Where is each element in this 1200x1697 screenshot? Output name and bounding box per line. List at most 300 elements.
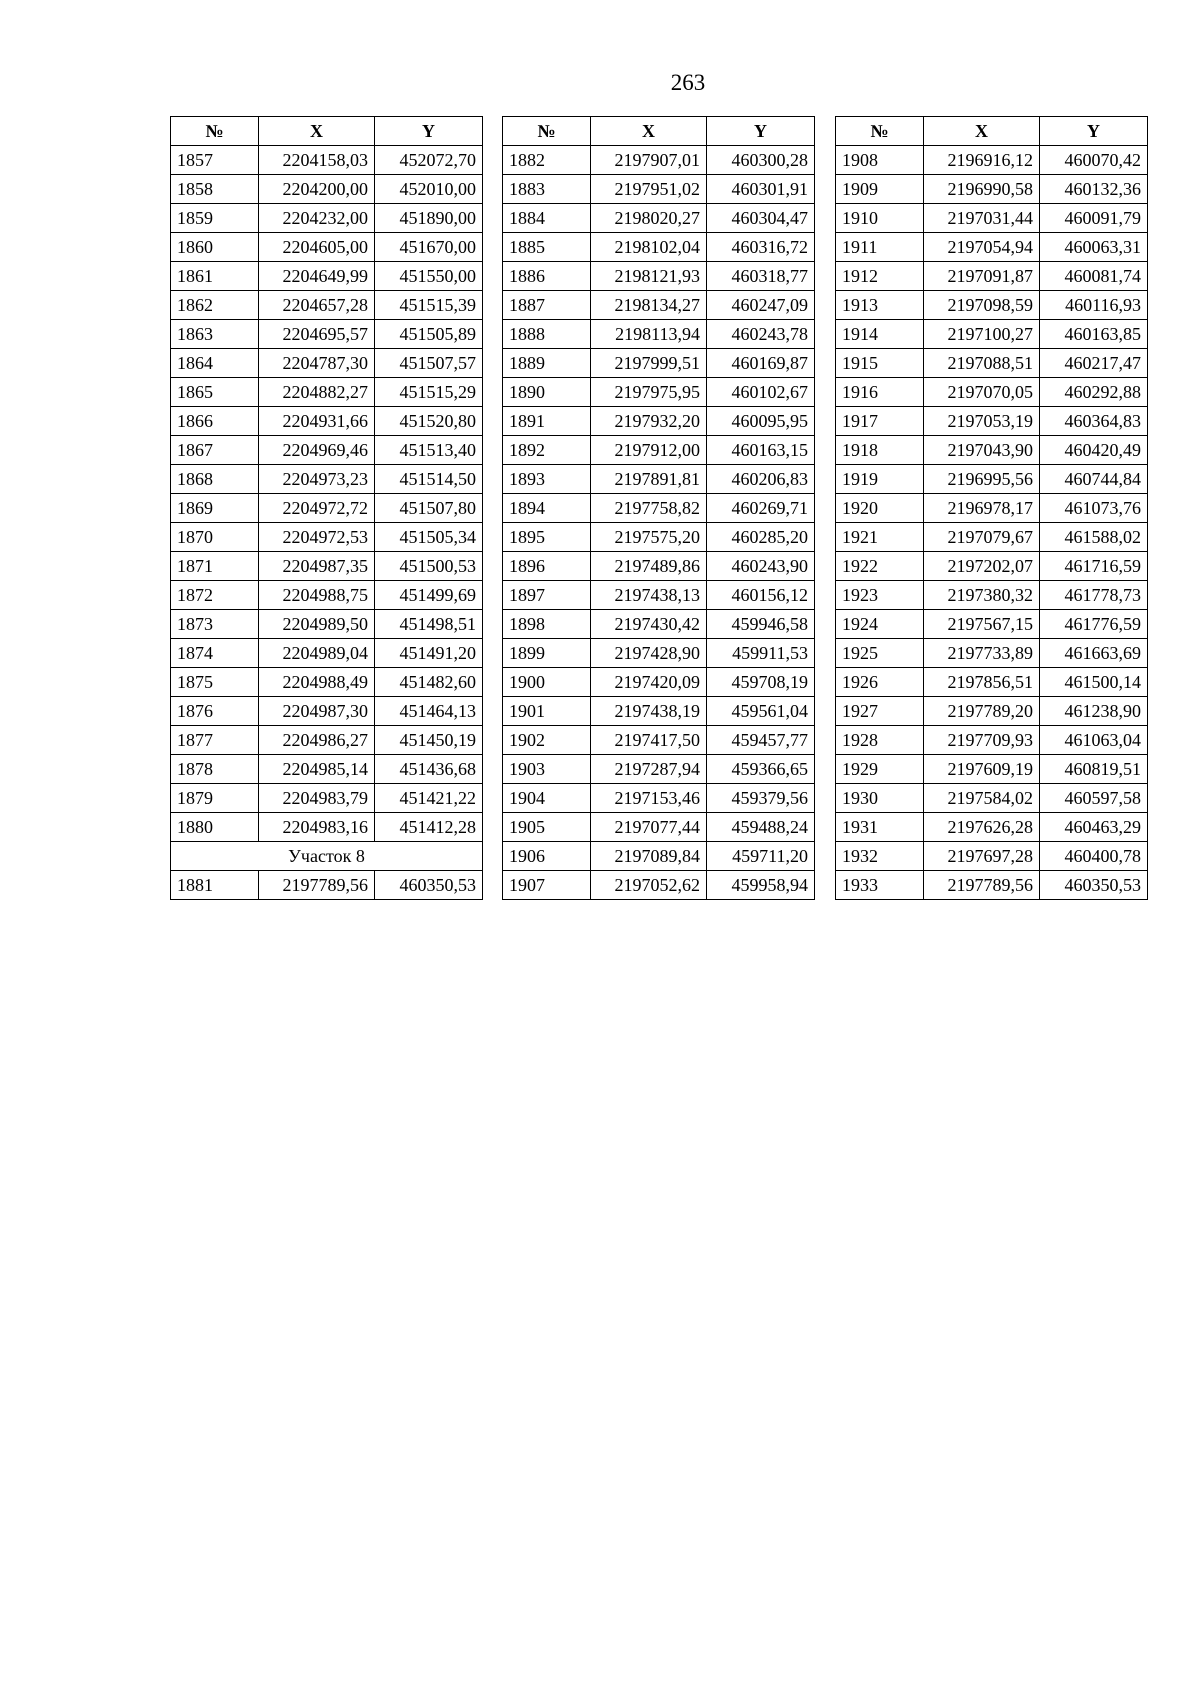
table-row (503, 204, 815, 233)
y-coordinate: 459911,53 (707, 639, 815, 668)
y-coordinate: 460292,88 (1040, 378, 1148, 407)
x-coordinate: 2204695,57 (259, 320, 375, 349)
x-coordinate: 2197626,28 (924, 813, 1040, 842)
point-number: 1925 (836, 639, 924, 668)
y-coordinate: 451670,00 (375, 233, 483, 262)
y-coordinate: 451513,40 (375, 436, 483, 465)
y-coordinate: 460102,67 (707, 378, 815, 407)
point-number: 1933 (836, 871, 924, 900)
x-coordinate: 2197733,89 (924, 639, 1040, 668)
x-coordinate: 2197089,84 (591, 842, 707, 871)
x-coordinate: 2197031,44 (924, 204, 1040, 233)
table-row (171, 146, 483, 175)
coordinates-table-2 (502, 116, 815, 900)
x-coordinate: 2204989,04 (259, 639, 375, 668)
header-row (836, 117, 1148, 146)
table-row (836, 436, 1148, 465)
table-row (171, 436, 483, 465)
table-row (836, 581, 1148, 610)
table-row (836, 871, 1148, 900)
point-number: 1896 (503, 552, 591, 581)
table-row (503, 494, 815, 523)
table-row (836, 726, 1148, 755)
x-coordinate: 2204987,30 (259, 697, 375, 726)
point-number: 1915 (836, 349, 924, 378)
x-coordinate: 2196990,58 (924, 175, 1040, 204)
y-coordinate: 460095,95 (707, 407, 815, 436)
point-number: 1897 (503, 581, 591, 610)
table-row (836, 146, 1148, 175)
x-coordinate: 2197417,50 (591, 726, 707, 755)
y-coordinate: 460217,47 (1040, 349, 1148, 378)
point-number: 1880 (171, 813, 259, 842)
point-number: 1924 (836, 610, 924, 639)
y-coordinate: 461073,76 (1040, 494, 1148, 523)
y-coordinate: 459946,58 (707, 610, 815, 639)
y-coordinate: 460156,12 (707, 581, 815, 610)
x-coordinate: 2204988,49 (259, 668, 375, 697)
x-coordinate: 2204232,00 (259, 204, 375, 233)
point-number: 1928 (836, 726, 924, 755)
table-row (503, 175, 815, 204)
point-number: 1926 (836, 668, 924, 697)
x-coordinate: 2197054,94 (924, 233, 1040, 262)
coordinates-table-3 (835, 116, 1148, 900)
x-coordinate: 2197153,46 (591, 784, 707, 813)
table-row (503, 436, 815, 465)
y-coordinate: 460206,83 (707, 465, 815, 494)
point-number: 1857 (171, 146, 259, 175)
point-number: 1899 (503, 639, 591, 668)
y-coordinate: 460269,71 (707, 494, 815, 523)
point-number: 1860 (171, 233, 259, 262)
y-coordinate: 460304,47 (707, 204, 815, 233)
table-row (503, 146, 815, 175)
table-row (503, 291, 815, 320)
x-coordinate: 2197438,13 (591, 581, 707, 610)
x-coordinate: 2197438,19 (591, 697, 707, 726)
point-number: 1886 (503, 262, 591, 291)
table-row (503, 407, 815, 436)
table-row (503, 813, 815, 842)
y-coordinate: 461663,69 (1040, 639, 1148, 668)
point-number: 1916 (836, 378, 924, 407)
x-coordinate: 2197907,01 (591, 146, 707, 175)
y-coordinate: 460819,51 (1040, 755, 1148, 784)
x-coordinate: 2204969,46 (259, 436, 375, 465)
y-coordinate: 460597,58 (1040, 784, 1148, 813)
point-number: 1879 (171, 784, 259, 813)
x-coordinate: 2204657,28 (259, 291, 375, 320)
x-coordinate: 2204787,30 (259, 349, 375, 378)
point-number: 1932 (836, 842, 924, 871)
y-coordinate: 451491,20 (375, 639, 483, 668)
table-row (171, 697, 483, 726)
y-coordinate: 460063,31 (1040, 233, 1148, 262)
point-number: 1904 (503, 784, 591, 813)
y-coordinate: 451498,51 (375, 610, 483, 639)
x-coordinate: 2204158,03 (259, 146, 375, 175)
x-coordinate: 2197428,90 (591, 639, 707, 668)
x-coordinate: 2197380,32 (924, 581, 1040, 610)
table-row (171, 813, 483, 842)
table-row (503, 552, 815, 581)
y-coordinate: 451515,39 (375, 291, 483, 320)
x-coordinate: 2197932,20 (591, 407, 707, 436)
x-coordinate: 2197891,81 (591, 465, 707, 494)
table-row (171, 262, 483, 291)
point-number: 1865 (171, 378, 259, 407)
table-row (836, 523, 1148, 552)
y-coordinate: 460081,74 (1040, 262, 1148, 291)
table-row (171, 639, 483, 668)
point-number: 1907 (503, 871, 591, 900)
point-number: 1927 (836, 697, 924, 726)
y-coordinate: 452010,00 (375, 175, 483, 204)
point-number: 1892 (503, 436, 591, 465)
point-number: 1869 (171, 494, 259, 523)
point-number: 1858 (171, 175, 259, 204)
y-coordinate: 461588,02 (1040, 523, 1148, 552)
x-coordinate: 2197430,42 (591, 610, 707, 639)
x-coordinate: 2197053,19 (924, 407, 1040, 436)
section-row (171, 842, 483, 871)
x-coordinate: 2197584,02 (924, 784, 1040, 813)
x-coordinate: 2197709,93 (924, 726, 1040, 755)
header-x: X (259, 117, 375, 146)
point-number: 1862 (171, 291, 259, 320)
table-row (503, 610, 815, 639)
point-number: 1888 (503, 320, 591, 349)
y-coordinate: 460364,83 (1040, 407, 1148, 436)
y-coordinate: 460350,53 (375, 871, 483, 900)
header-x: X (591, 117, 707, 146)
point-number: 1918 (836, 436, 924, 465)
table-row (503, 233, 815, 262)
point-number: 1909 (836, 175, 924, 204)
point-number: 1871 (171, 552, 259, 581)
table-row (503, 523, 815, 552)
x-coordinate: 2204605,00 (259, 233, 375, 262)
table-row (503, 871, 815, 900)
table-row (836, 668, 1148, 697)
y-coordinate: 451499,69 (375, 581, 483, 610)
point-number: 1910 (836, 204, 924, 233)
table-row (836, 494, 1148, 523)
point-number: 1863 (171, 320, 259, 349)
y-coordinate: 460091,79 (1040, 204, 1148, 233)
x-coordinate: 2197856,51 (924, 668, 1040, 697)
x-coordinate: 2204986,27 (259, 726, 375, 755)
table-row (836, 552, 1148, 581)
point-number: 1912 (836, 262, 924, 291)
x-coordinate: 2197489,86 (591, 552, 707, 581)
y-coordinate: 461500,14 (1040, 668, 1148, 697)
y-coordinate: 451464,13 (375, 697, 483, 726)
y-coordinate: 451890,00 (375, 204, 483, 233)
point-number: 1914 (836, 320, 924, 349)
table-row (503, 639, 815, 668)
point-number: 1900 (503, 668, 591, 697)
x-coordinate: 2197999,51 (591, 349, 707, 378)
y-coordinate: 451436,68 (375, 755, 483, 784)
x-coordinate: 2204972,72 (259, 494, 375, 523)
table-row (171, 871, 483, 900)
table-row (171, 726, 483, 755)
header-row (171, 117, 483, 146)
table-row (503, 842, 815, 871)
x-coordinate: 2196995,56 (924, 465, 1040, 494)
y-coordinate: 460285,20 (707, 523, 815, 552)
y-coordinate: 460300,28 (707, 146, 815, 175)
table-row (171, 349, 483, 378)
table-row (836, 233, 1148, 262)
point-number: 1929 (836, 755, 924, 784)
table-row (503, 581, 815, 610)
table-row (171, 784, 483, 813)
y-coordinate: 459457,77 (707, 726, 815, 755)
point-number: 1908 (836, 146, 924, 175)
table-row (171, 378, 483, 407)
table-row (503, 349, 815, 378)
table-row (836, 349, 1148, 378)
y-coordinate: 459379,56 (707, 784, 815, 813)
y-coordinate: 451507,57 (375, 349, 483, 378)
x-coordinate: 2197758,82 (591, 494, 707, 523)
table-row (836, 784, 1148, 813)
section-label: Участок 8 (171, 842, 483, 871)
point-number: 1930 (836, 784, 924, 813)
point-number: 1867 (171, 436, 259, 465)
point-number: 1919 (836, 465, 924, 494)
table-row (171, 233, 483, 262)
point-number: 1884 (503, 204, 591, 233)
point-number: 1917 (836, 407, 924, 436)
y-coordinate: 460243,78 (707, 320, 815, 349)
x-coordinate: 2197202,07 (924, 552, 1040, 581)
table-row (836, 204, 1148, 233)
x-coordinate: 2204983,16 (259, 813, 375, 842)
table-row (503, 755, 815, 784)
header-y: Y (707, 117, 815, 146)
point-number: 1895 (503, 523, 591, 552)
y-coordinate: 460301,91 (707, 175, 815, 204)
table-row (503, 668, 815, 697)
y-coordinate: 451520,80 (375, 407, 483, 436)
table-row (503, 726, 815, 755)
x-coordinate: 2197420,09 (591, 668, 707, 697)
table-row (836, 320, 1148, 349)
table-row (836, 407, 1148, 436)
x-coordinate: 2204649,99 (259, 262, 375, 291)
x-coordinate: 2197079,67 (924, 523, 1040, 552)
x-coordinate: 2197912,00 (591, 436, 707, 465)
y-coordinate: 452072,70 (375, 146, 483, 175)
y-coordinate: 459366,65 (707, 755, 815, 784)
header-number: № (171, 117, 259, 146)
table-row (836, 755, 1148, 784)
x-coordinate: 2204983,79 (259, 784, 375, 813)
point-number: 1875 (171, 668, 259, 697)
y-coordinate: 451421,22 (375, 784, 483, 813)
y-coordinate: 460132,36 (1040, 175, 1148, 204)
y-coordinate: 460163,15 (707, 436, 815, 465)
point-number: 1889 (503, 349, 591, 378)
table-row (503, 697, 815, 726)
x-coordinate: 2197100,27 (924, 320, 1040, 349)
point-number: 1893 (503, 465, 591, 494)
x-coordinate: 2197789,20 (924, 697, 1040, 726)
x-coordinate: 2197575,20 (591, 523, 707, 552)
y-coordinate: 451412,28 (375, 813, 483, 842)
y-coordinate: 459958,94 (707, 871, 815, 900)
point-number: 1877 (171, 726, 259, 755)
table-row (171, 291, 483, 320)
x-coordinate: 2204931,66 (259, 407, 375, 436)
y-coordinate: 460420,49 (1040, 436, 1148, 465)
table-row (836, 262, 1148, 291)
point-number: 1906 (503, 842, 591, 871)
x-coordinate: 2197091,87 (924, 262, 1040, 291)
point-number: 1913 (836, 291, 924, 320)
point-number: 1920 (836, 494, 924, 523)
point-number: 1861 (171, 262, 259, 291)
point-number: 1868 (171, 465, 259, 494)
x-coordinate: 2197077,44 (591, 813, 707, 842)
table-row (171, 465, 483, 494)
point-number: 1870 (171, 523, 259, 552)
table-row (836, 813, 1148, 842)
x-coordinate: 2196978,17 (924, 494, 1040, 523)
header-number: № (836, 117, 924, 146)
y-coordinate: 451500,53 (375, 552, 483, 581)
x-coordinate: 2197697,28 (924, 842, 1040, 871)
point-number: 1872 (171, 581, 259, 610)
table-row (171, 755, 483, 784)
y-coordinate: 460169,87 (707, 349, 815, 378)
x-coordinate: 2204882,27 (259, 378, 375, 407)
point-number: 1898 (503, 610, 591, 639)
table-row (836, 378, 1148, 407)
x-coordinate: 2204988,75 (259, 581, 375, 610)
point-number: 1866 (171, 407, 259, 436)
x-coordinate: 2197609,19 (924, 755, 1040, 784)
y-coordinate: 461776,59 (1040, 610, 1148, 639)
point-number: 1876 (171, 697, 259, 726)
point-number: 1905 (503, 813, 591, 842)
point-number: 1878 (171, 755, 259, 784)
point-number: 1881 (171, 871, 259, 900)
table-row (171, 610, 483, 639)
point-number: 1903 (503, 755, 591, 784)
table-row (171, 175, 483, 204)
x-coordinate: 2198134,27 (591, 291, 707, 320)
y-coordinate: 459488,24 (707, 813, 815, 842)
header-number: № (503, 117, 591, 146)
y-coordinate: 459711,20 (707, 842, 815, 871)
table-row (171, 552, 483, 581)
y-coordinate: 460316,72 (707, 233, 815, 262)
point-number: 1894 (503, 494, 591, 523)
table-row (503, 784, 815, 813)
x-coordinate: 2197098,59 (924, 291, 1040, 320)
table-row (171, 204, 483, 233)
table-row (171, 523, 483, 552)
x-coordinate: 2204973,23 (259, 465, 375, 494)
table-row (836, 639, 1148, 668)
y-coordinate: 451514,50 (375, 465, 483, 494)
y-coordinate: 460070,42 (1040, 146, 1148, 175)
y-coordinate: 451505,89 (375, 320, 483, 349)
y-coordinate: 460243,90 (707, 552, 815, 581)
point-number: 1931 (836, 813, 924, 842)
header-y: Y (375, 117, 483, 146)
y-coordinate: 459708,19 (707, 668, 815, 697)
point-number: 1922 (836, 552, 924, 581)
y-coordinate: 460400,78 (1040, 842, 1148, 871)
point-number: 1921 (836, 523, 924, 552)
y-coordinate: 461063,04 (1040, 726, 1148, 755)
point-number: 1883 (503, 175, 591, 204)
table-row (171, 320, 483, 349)
point-number: 1882 (503, 146, 591, 175)
point-number: 1891 (503, 407, 591, 436)
x-coordinate: 2197951,02 (591, 175, 707, 204)
header-row (503, 117, 815, 146)
x-coordinate: 2204972,53 (259, 523, 375, 552)
x-coordinate: 2197043,90 (924, 436, 1040, 465)
y-coordinate: 460463,29 (1040, 813, 1148, 842)
table-row (503, 262, 815, 291)
y-coordinate: 451482,60 (375, 668, 483, 697)
x-coordinate: 2197088,51 (924, 349, 1040, 378)
x-coordinate: 2198113,94 (591, 320, 707, 349)
y-coordinate: 461238,90 (1040, 697, 1148, 726)
table-row (503, 465, 815, 494)
x-coordinate: 2198020,27 (591, 204, 707, 233)
x-coordinate: 2204985,14 (259, 755, 375, 784)
x-coordinate: 2197789,56 (259, 871, 375, 900)
table-row (836, 610, 1148, 639)
table-row (836, 465, 1148, 494)
y-coordinate: 451507,80 (375, 494, 483, 523)
y-coordinate: 460318,77 (707, 262, 815, 291)
y-coordinate: 451505,34 (375, 523, 483, 552)
table-row (503, 378, 815, 407)
x-coordinate: 2198102,04 (591, 233, 707, 262)
x-coordinate: 2204987,35 (259, 552, 375, 581)
table-row (171, 407, 483, 436)
point-number: 1864 (171, 349, 259, 378)
coordinates-table-1 (170, 116, 483, 900)
point-number: 1890 (503, 378, 591, 407)
y-coordinate: 461716,59 (1040, 552, 1148, 581)
y-coordinate: 460744,84 (1040, 465, 1148, 494)
y-coordinate: 459561,04 (707, 697, 815, 726)
x-coordinate: 2204989,50 (259, 610, 375, 639)
x-coordinate: 2196916,12 (924, 146, 1040, 175)
table-row (171, 494, 483, 523)
x-coordinate: 2197052,62 (591, 871, 707, 900)
y-coordinate: 451550,00 (375, 262, 483, 291)
table-row (171, 581, 483, 610)
point-number: 1873 (171, 610, 259, 639)
table-row (836, 291, 1148, 320)
x-coordinate: 2198121,93 (591, 262, 707, 291)
table-row (836, 842, 1148, 871)
x-coordinate: 2197975,95 (591, 378, 707, 407)
x-coordinate: 2197070,05 (924, 378, 1040, 407)
